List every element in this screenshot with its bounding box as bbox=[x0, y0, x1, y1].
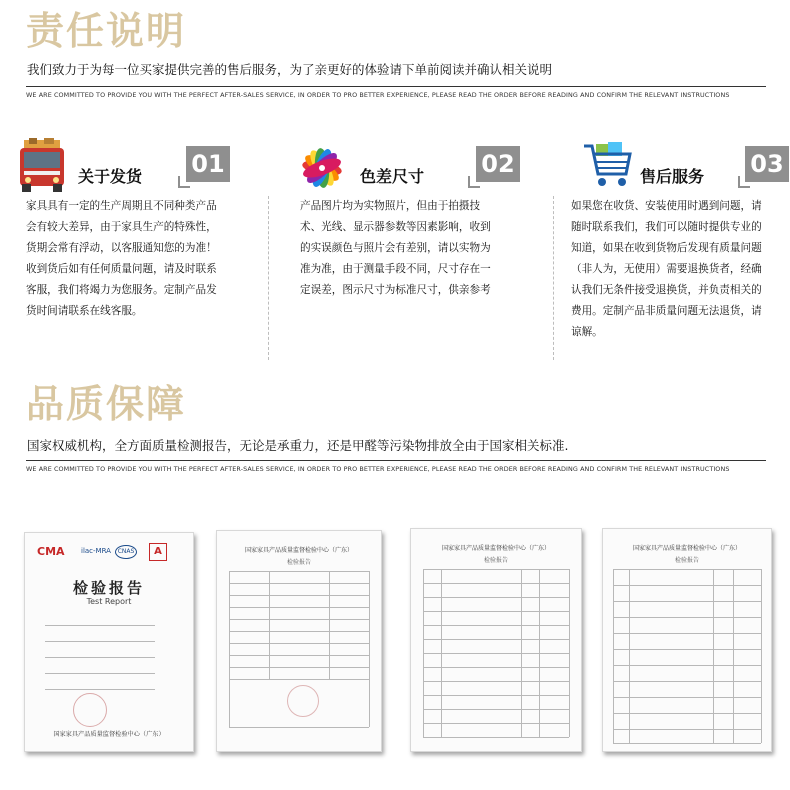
body-line: 费用。定制产品非质量问题无法退货，请 bbox=[571, 305, 762, 317]
certificate-page-2 bbox=[216, 530, 382, 752]
body-line: 产品图片均为实物照片，但由于拍摄技 bbox=[300, 200, 481, 212]
stamp-seal bbox=[287, 685, 319, 717]
certificate-subtitle: Test Report bbox=[86, 597, 132, 606]
section-subtitle-quality: 国家权威机构，全方面质量检测报告，无论是承重力，还是甲醛等污染物排放全由于国家相关标准. bbox=[27, 438, 569, 453]
divider-rule bbox=[26, 460, 766, 461]
column-title-after-sales: 售后服务 bbox=[640, 167, 705, 186]
body-line: 知道，如果在收到货物后发现有质量问题 bbox=[571, 242, 762, 254]
body-line: 谅解。 bbox=[571, 326, 603, 338]
column-title-color-size: 色差尺寸 bbox=[360, 167, 425, 186]
body-line: 准为准，由于测量手段不同，尺寸存在一 bbox=[300, 263, 491, 275]
column-title-shipping: 关于发货 bbox=[78, 167, 143, 186]
section-heading-responsibility: 责任说明 bbox=[26, 9, 187, 53]
body-line: （非人为，无使用）需要退换货者，经确 bbox=[571, 263, 762, 275]
section-heading-quality: 品质保障 bbox=[26, 382, 187, 426]
body-line: 家具具有一定的生产周期且不同种类产品 bbox=[26, 200, 217, 212]
column-divider bbox=[268, 196, 269, 360]
certificate-title: 国家家具产品质量监督检验中心（广东） bbox=[441, 545, 550, 552]
column-body-color-size bbox=[300, 196, 540, 301]
body-line: 随时联系我们，我们可以随时提供专业的 bbox=[571, 221, 762, 233]
divider-rule bbox=[26, 86, 766, 87]
certificate-subtitle: 检验报告 bbox=[286, 559, 311, 566]
body-line: 认我们无条件接受退换货，并负责相关的 bbox=[571, 284, 762, 296]
number-badge-01: 01 bbox=[186, 146, 230, 182]
number-badge-03: 03 bbox=[745, 146, 789, 182]
body-line: 货期会常有浮动，以客服通知您的为准！ bbox=[26, 242, 217, 254]
cnas-logo: CNAS bbox=[115, 545, 137, 559]
section-subtitle-responsibility: 我们致力于为每一位买家提供完善的售后服务，为了亲更好的体验请下单前阅读并确认相关说明 bbox=[27, 62, 553, 77]
certificate-subtitle: 检验报告 bbox=[483, 557, 508, 564]
body-line: 货时间请联系在线客服。 bbox=[26, 305, 143, 317]
column-divider bbox=[553, 196, 554, 360]
body-line: 如果您在收货、安装使用时遇到问题，请 bbox=[571, 200, 762, 212]
cma-logo: CMA bbox=[37, 545, 65, 558]
section-tagline-quality: WE ARE COMMITTED TO PROVIDE YOU WITH THE PERFECT AFTER-SALES SERVICE, IN ORDER TO PRO BETTER EXPERIENCE, PLEASE READ THE ORDER BEFORE READING AND CONFIRM THE RELEVANT INSTRUCTIONS bbox=[26, 465, 730, 473]
certificate-title: 国家家具产品质量监督检验中心（广东） bbox=[632, 545, 741, 552]
column-body-after-sales bbox=[571, 196, 790, 343]
body-line: 收到货后如有任何质量问题，请及时联系 bbox=[26, 263, 217, 275]
ilac-logo: ilac-MRA bbox=[81, 547, 111, 555]
column-body-shipping bbox=[26, 196, 246, 322]
body-line: 定误差，图示尺寸为标准尺寸，供亲参考 bbox=[300, 284, 491, 296]
number-badge-02: 02 bbox=[476, 146, 520, 182]
section-tagline-responsibility: WE ARE COMMITTED TO PROVIDE YOU WITH THE PERFECT AFTER-SALES SERVICE, IN ORDER TO PRO BETTER EXPERIENCE, PLEASE READ THE ORDER BEFORE READING AND CONFIRM THE RELEVANT INSTRUCTIONS bbox=[26, 91, 730, 99]
certificate-title: 国家家具产品质量监督检验中心（广东） bbox=[244, 547, 353, 554]
body-line: 术、光线、显示器参数等因素影响，收到 bbox=[300, 221, 491, 233]
certificate-page-4 bbox=[602, 528, 772, 752]
body-line: 的实误颜色与照片会有差别，请以实物为 bbox=[300, 242, 491, 254]
truck-icon bbox=[16, 138, 68, 194]
certificate-title: 检验报告 bbox=[72, 579, 145, 597]
certificate-issuer: 国家家具产品质量监督检验中心（广东） bbox=[53, 731, 165, 738]
certificate-subtitle: 检验报告 bbox=[674, 557, 699, 564]
body-line: 客服，我们将竭力为您服务。定制产品发 bbox=[26, 284, 217, 296]
certificate-test-report bbox=[24, 532, 194, 752]
shopping-cart-icon bbox=[582, 140, 634, 190]
stamp-seal bbox=[73, 693, 107, 727]
color-swatch-icon bbox=[298, 140, 346, 190]
accreditation-logo: A bbox=[149, 543, 167, 561]
certificate-page-3 bbox=[410, 528, 582, 752]
body-line: 会有较大差异，由于家具生产的特殊性， bbox=[26, 221, 217, 233]
